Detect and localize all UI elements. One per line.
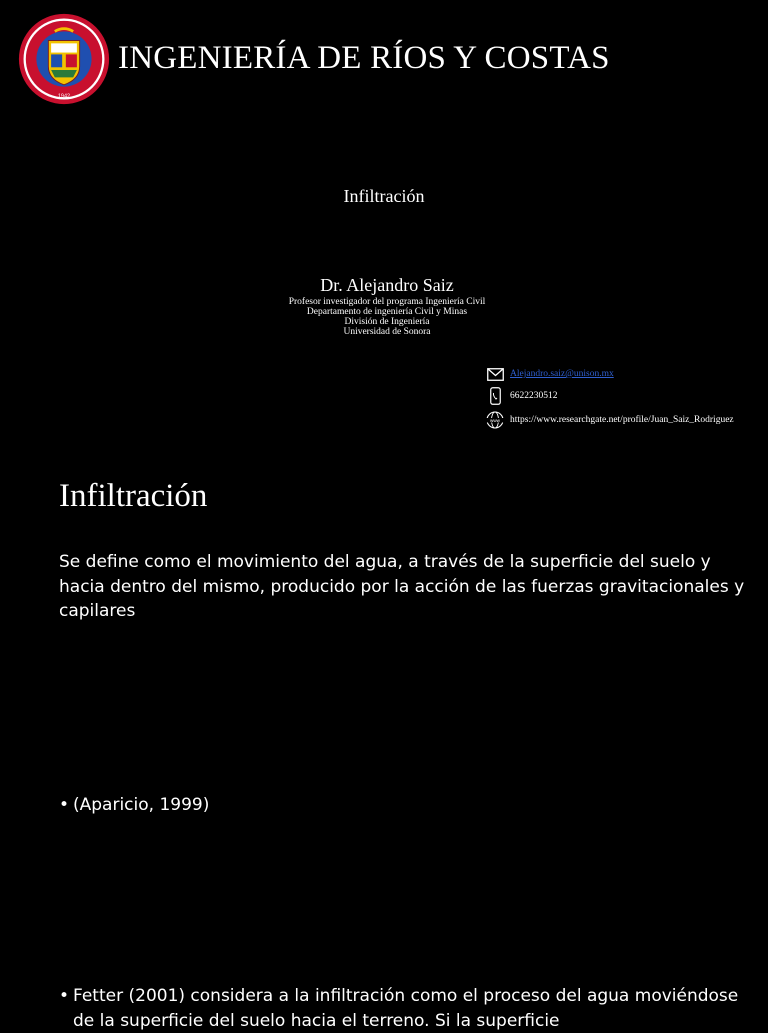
list-item <box>59 793 749 818</box>
bullet-text: Fetter (2001) considera a la infiltración como el proceso del agua moviéndose de la superficie del suelo hacia el terreno. Si la superficie <box>73 986 739 1031</box>
affiliation-line: Profesor investigador del programa Ingeniería Civil <box>288 297 486 307</box>
author-name: Dr. Alejandro Saiz <box>320 275 454 295</box>
affiliation-line: Departamento de ingeniería Civil y Minas <box>306 307 468 317</box>
list-item <box>59 984 749 1033</box>
definition-paragraph: Se define como el movimiento del agua, a través de la superficie del suelo y hacia dentro del mismo, producido por la acción de las fuerzas gravitacionales y capilares <box>59 552 745 621</box>
contact-phone-row <box>486 387 558 405</box>
title-slide <box>0 0 768 440</box>
svg-text:www: www <box>490 417 500 423</box>
bullet-glyph: • <box>59 795 70 815</box>
email-link[interactable]: Alejandro.saiz@unison.mx <box>510 369 614 379</box>
bullet-text: (Aparicio, 1999) <box>73 795 210 815</box>
author-block <box>0 273 768 337</box>
affiliation-line: Universidad de Sonora <box>343 327 431 337</box>
bullet-glyph: • <box>59 986 70 1006</box>
university-seal-logo <box>18 13 110 105</box>
section-title: Infiltración <box>59 478 208 514</box>
course-title: INGENIERÍA DE RÍOS Y COSTAS <box>118 40 610 76</box>
affiliation-line: División de Ingeniería <box>344 317 430 327</box>
phone-icon <box>486 387 504 405</box>
contact-email-row[interactable] <box>486 365 614 383</box>
svg-text:1942: 1942 <box>57 93 71 100</box>
phone-number: 6622230512 <box>510 391 558 401</box>
website-link[interactable]: https://www.researchgate.net/profile/Juan_Saiz_Rodriguez <box>510 415 734 425</box>
presentation-subtitle: Infiltración <box>343 186 425 206</box>
envelope-icon <box>486 365 504 383</box>
globe-www-icon <box>486 411 504 429</box>
contact-web-row[interactable] <box>486 411 734 429</box>
